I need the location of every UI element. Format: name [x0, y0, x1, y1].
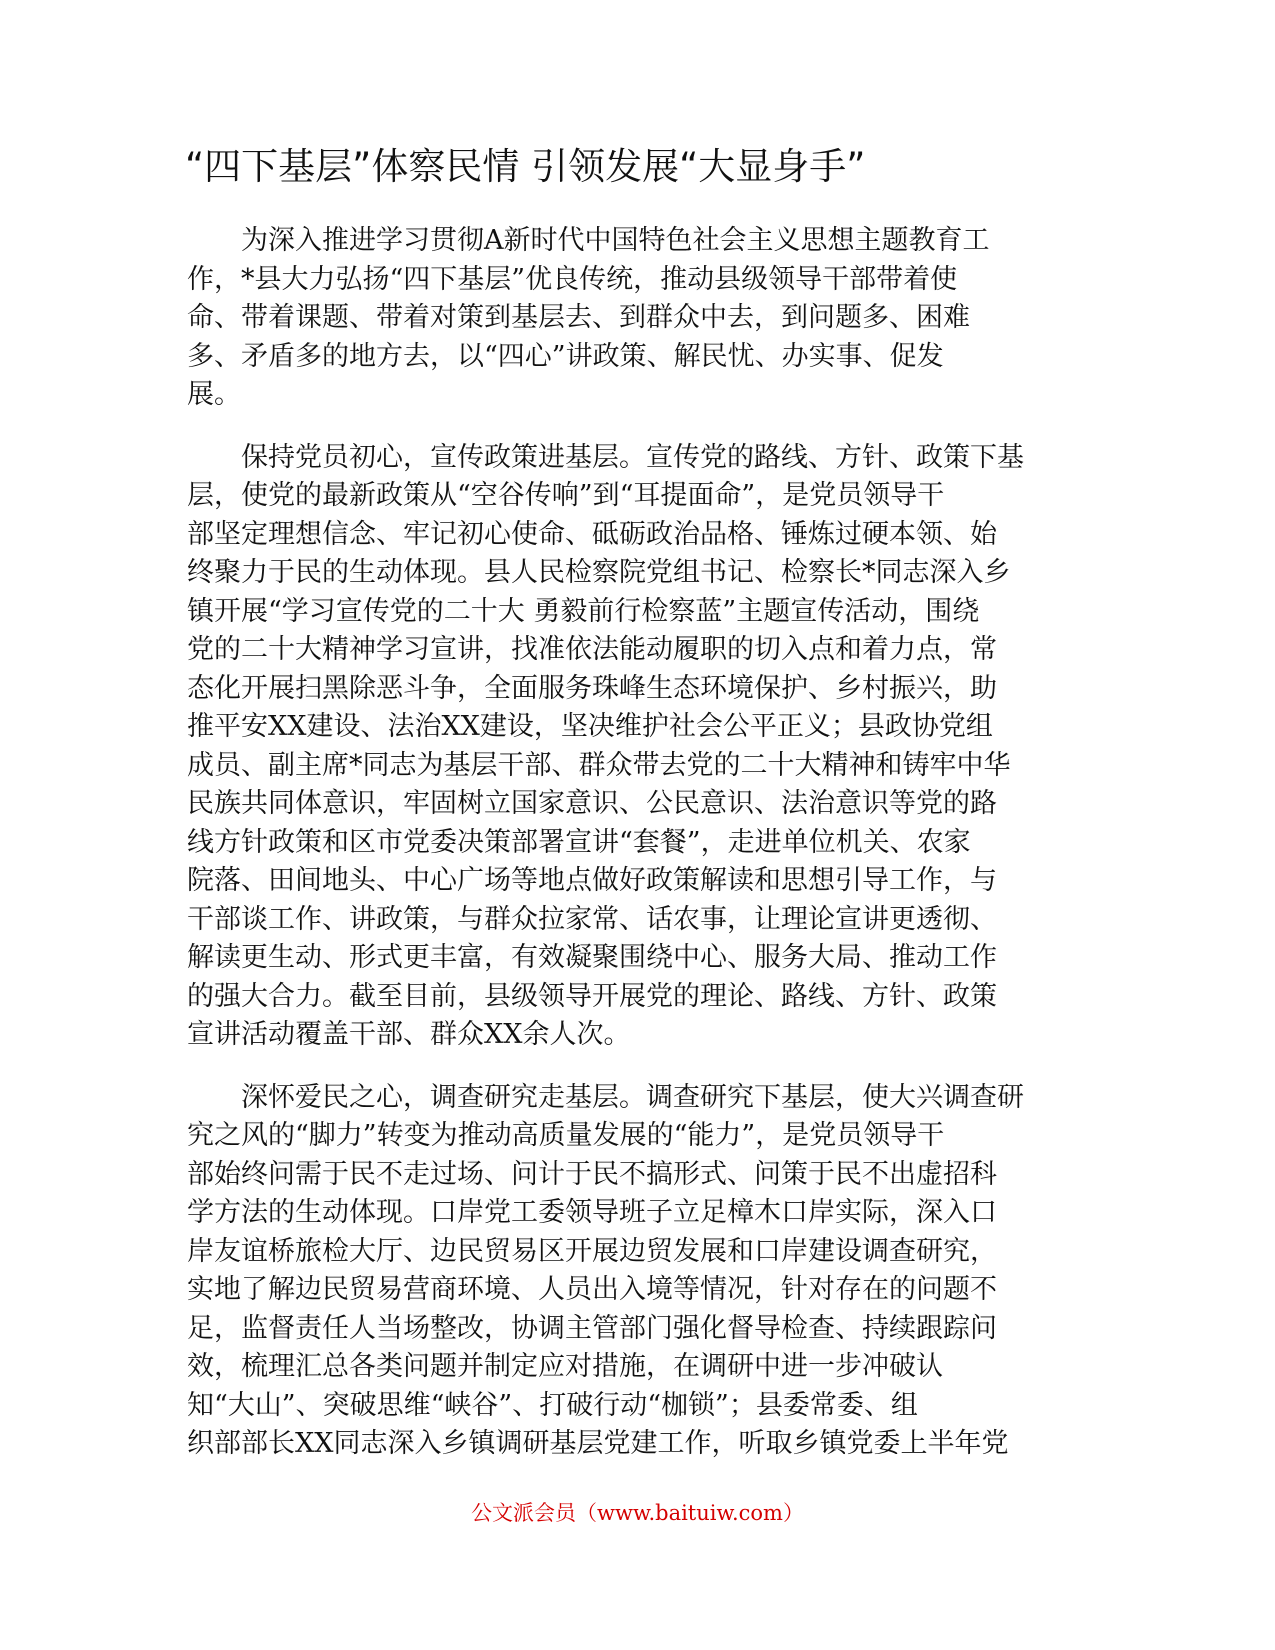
paragraph-line: 实地了解边民贸易营商环境、人员出入境等情况，针对存在的问题不: [187, 1274, 997, 1305]
paragraph-line: 民族共同体意识，牢固树立国家意识、公民意识、法治意识等党的路: [187, 788, 997, 819]
paragraph-line: 深怀爱民之心，调查研究走基层。调查研究下基层，使大兴调查研: [187, 1081, 1024, 1113]
paragraph-line: 成员、副主席*同志为基层干部、群众带去党的二十大精神和铸牢中华: [187, 749, 1011, 781]
paragraph-line: 终聚力于民的生动体现。县人民检察院党组书记、检察长*同志深入乡: [187, 557, 1011, 588]
paragraph-line: 线方针政策和区市党委决策部署宣讲“套餐”，走进单位机关、农家: [187, 826, 971, 858]
paragraph-line: 岸友谊桥旅检大厅、边民贸易区开展边贸发展和口岸建设调查研究，: [187, 1235, 997, 1267]
paragraph-line: 学方法的生动体现。口岸党工委领导班子立足樟木口岸实际，深入口: [187, 1197, 997, 1228]
paragraph-line: 展。: [187, 379, 241, 410]
paragraph-line: 解读更生动、形式更丰富，有效凝聚围绕中心、服务大局、推动工作: [187, 942, 997, 973]
paragraph-line: 院落、田间地头、中心广场等地点做好政策解读和思想引导工作，与: [187, 865, 997, 896]
document-title: “四下基层”体察民情 引领发展“大显身手”: [185, 145, 866, 188]
paragraph-line: 保持党员初心，宣传政策进基层。宣传党的路线、方针、政策下基: [187, 441, 1024, 473]
paragraph-line: 多、矛盾多的地方去，以“四心”讲政策、解民忧、办实事、促发: [187, 340, 944, 372]
paragraph: [187, 222, 1087, 415]
paragraph-line: 态化开展扫黑除恶斗争，全面服务珠峰生态环境保护、乡村振兴，助: [187, 672, 997, 704]
paragraph-line: 命、带着课题、带着对策到基层去、到群众中去，到问题多、困难: [187, 302, 970, 333]
paragraph-line: 干部谈工作、讲政策，与群众拉家常、话农事，让理论宣讲更透彻、: [187, 903, 997, 935]
paragraph-line: 部坚定理想信念、牢记初心使命、砥砺政治品格、锤炼过硬本领、始: [187, 518, 997, 550]
paragraph-line: 部始终问需于民不走过场、问计于民不搞形式、问策于民不出虚招科: [187, 1158, 997, 1190]
paragraph: [187, 439, 1087, 1055]
paragraph-line: 作，*县大力弘扬“四下基层”优良传统，推动县级领导干部带着使: [187, 263, 958, 295]
paragraph-line: 效，梳理汇总各类问题并制定应对措施，在调研中进一步冲破认: [187, 1351, 943, 1382]
paragraph: [187, 1079, 1087, 1464]
paragraph-line: 织部部长XX同志深入乡镇调研基层党建工作，听取乡镇党委上半年党: [187, 1428, 1009, 1459]
paragraph-line: 足，监督责任人当场整改，协调主管部门强化督导检查、持续跟踪问: [187, 1312, 997, 1344]
paragraph-line: 党的二十大精神学习宣讲，找准依法能动履职的切入点和着力点，常: [187, 634, 997, 665]
paragraph-line: 层，使党的最新政策从“空谷传响”到“耳提面命”，是党员领导干: [187, 480, 945, 511]
paragraph-line: 究之风的“脚力”转变为推动高质量发展的“能力”，是党员领导干: [187, 1120, 945, 1151]
footer-watermark: 公文派会员（www.baituiw.com）: [471, 1501, 804, 1525]
paragraph-line: 镇开展“学习宣传党的二十大 勇毅前行检察蓝”主题宣传活动，围绕: [187, 595, 980, 627]
document-body: [187, 222, 1087, 1488]
paragraph-line: 推平安XX建设、法治XX建设，坚决维护社会公平正义；县政协党组: [187, 711, 993, 742]
paragraph-line: 知“大山”、突破思维“峡谷”、打破行动“枷锁”；县委常委、组: [187, 1389, 918, 1421]
paragraph-line: 宣讲活动覆盖干部、群众XX余人次。: [187, 1019, 631, 1050]
paragraph-line: 为深入推进学习贯彻A新时代中国特色社会主义思想主题教育工: [187, 225, 990, 256]
paragraph-line: 的强大合力。截至目前，县级领导开展党的理论、路线、方针、政策: [187, 980, 997, 1012]
